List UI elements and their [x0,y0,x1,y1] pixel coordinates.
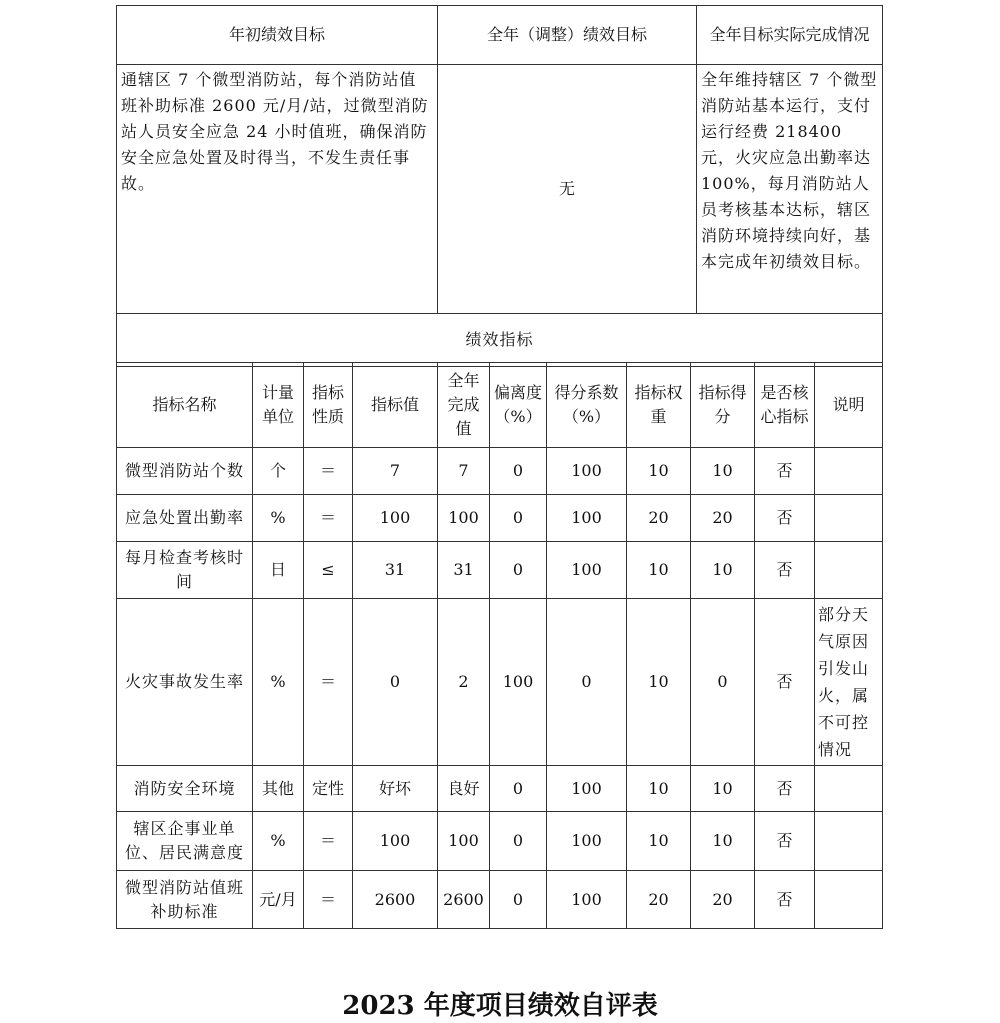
cell-target: 0 [353,599,438,766]
cell-weight: 10 [627,766,691,812]
cell-actual: 2 [438,599,490,766]
cell-nature: ＝ [304,871,353,929]
table-row [117,542,883,599]
cell-score: 0 [691,599,755,766]
table-row [117,448,883,495]
cell-coefficient: 100 [547,448,627,495]
cell-actual: 良好 [438,766,490,812]
cell-note: 部分天气原因引发山火，属不可控情况 [815,599,883,766]
table-row [117,495,883,542]
cell-coefficient: 100 [547,495,627,542]
cell-core: 否 [755,766,815,812]
cell-target: 2600 [353,871,438,929]
cell-nature: ＝ [304,812,353,871]
cell-target: 好坏 [353,766,438,812]
cell-weight: 20 [627,495,691,542]
cell-score: 10 [691,766,755,812]
table-row [117,871,883,929]
cell-note [815,448,883,495]
cell-nature: 定性 [304,766,353,812]
cell-note [815,812,883,871]
cell-coefficient: 100 [547,542,627,599]
cell-deviation: 0 [490,448,547,495]
goals-table [116,5,883,367]
cell-score: 20 [691,495,755,542]
cell-actual: 7 [438,448,490,495]
adjusted-goal-text: 无 [438,65,697,314]
col-header-name: 指标名称 [117,363,253,448]
cell-unit: 元/月 [253,871,304,929]
cell-score: 20 [691,871,755,929]
cell-core: 否 [755,448,815,495]
cell-nature: ＝ [304,448,353,495]
cell-unit: % [253,495,304,542]
header-adjusted-goal: 全年（调整）绩效目标 [438,6,697,65]
col-header-nature: 指标性质 [304,363,353,448]
cell-name: 每月检查考核时间 [117,542,253,599]
header-actual-completion: 全年目标实际完成情况 [697,6,883,65]
cell-core: 否 [755,495,815,542]
cell-core: 否 [755,599,815,766]
cell-core: 否 [755,871,815,929]
cell-weight: 10 [627,448,691,495]
cell-deviation: 100 [490,599,547,766]
cell-core: 否 [755,542,815,599]
cell-nature: ≤ [304,542,353,599]
col-header-actual: 全年完成值 [438,363,490,448]
cell-target: 100 [353,495,438,542]
cell-note [815,495,883,542]
cell-name: 微型消防站值班补助标准 [117,871,253,929]
cell-name: 辖区企事业单位、居民满意度 [117,812,253,871]
performance-indicators-label: 绩效指标 [117,314,883,367]
cell-unit: 个 [253,448,304,495]
cell-target: 7 [353,448,438,495]
cell-coefficient: 100 [547,812,627,871]
cell-deviation: 0 [490,766,547,812]
header-initial-goal: 年初绩效目标 [117,6,438,65]
page-title: 2023 年度项目绩效自评表 [342,991,658,1021]
col-header-coefficient: 得分系数（%） [547,363,627,448]
cell-coefficient: 100 [547,766,627,812]
cell-score: 10 [691,448,755,495]
cell-name: 火灾事故发生率 [117,599,253,766]
cell-unit: 日 [253,542,304,599]
table-row [117,766,883,812]
cell-weight: 10 [627,812,691,871]
cell-actual: 31 [438,542,490,599]
col-header-target: 指标值 [353,363,438,448]
col-header-note: 说明 [815,363,883,448]
indicators-header-row [117,363,883,448]
cell-note [815,542,883,599]
cell-core: 否 [755,812,815,871]
cell-deviation: 0 [490,495,547,542]
initial-goal-text: 通辖区 7 个微型消防站，每个消防站值班补助标准 2600 元/月/站，过微型消防站人员安全应急 24 小时值班，确保消防安全应急处置及时得当，不发生责任事故。 [117,65,438,314]
cell-weight: 20 [627,871,691,929]
col-header-weight: 指标权重 [627,363,691,448]
cell-actual: 100 [438,495,490,542]
table-row [117,812,883,871]
cell-nature: ＝ [304,599,353,766]
col-header-deviation: 偏离度（%） [490,363,547,448]
col-header-score: 指标得分 [691,363,755,448]
cell-note [815,766,883,812]
table-row [117,599,883,766]
cell-unit: % [253,812,304,871]
cell-name: 消防安全环境 [117,766,253,812]
cell-coefficient: 100 [547,871,627,929]
cell-target: 31 [353,542,438,599]
cell-score: 10 [691,542,755,599]
cell-coefficient: 0 [547,599,627,766]
cell-actual: 2600 [438,871,490,929]
cell-note [815,871,883,929]
cell-deviation: 0 [490,542,547,599]
cell-target: 100 [353,812,438,871]
cell-nature: ＝ [304,495,353,542]
cell-unit: % [253,599,304,766]
actual-completion-text: 全年维持辖区 7 个微型消防站基本运行，支付运行经费 218400 元，火灾应急出勤率达 100%，每月消防站人员考核基本达标，辖区消防环境持续向好，基本完成年初绩效目标。 [697,65,883,314]
indicators-table [116,362,883,929]
cell-actual: 100 [438,812,490,871]
cell-weight: 10 [627,542,691,599]
cell-name: 微型消防站个数 [117,448,253,495]
cell-score: 10 [691,812,755,871]
col-header-core: 是否核心指标 [755,363,815,448]
cell-deviation: 0 [490,812,547,871]
cell-name: 应急处置出勤率 [117,495,253,542]
cell-deviation: 0 [490,871,547,929]
cell-weight: 10 [627,599,691,766]
col-header-unit: 计量单位 [253,363,304,448]
cell-unit: 其他 [253,766,304,812]
